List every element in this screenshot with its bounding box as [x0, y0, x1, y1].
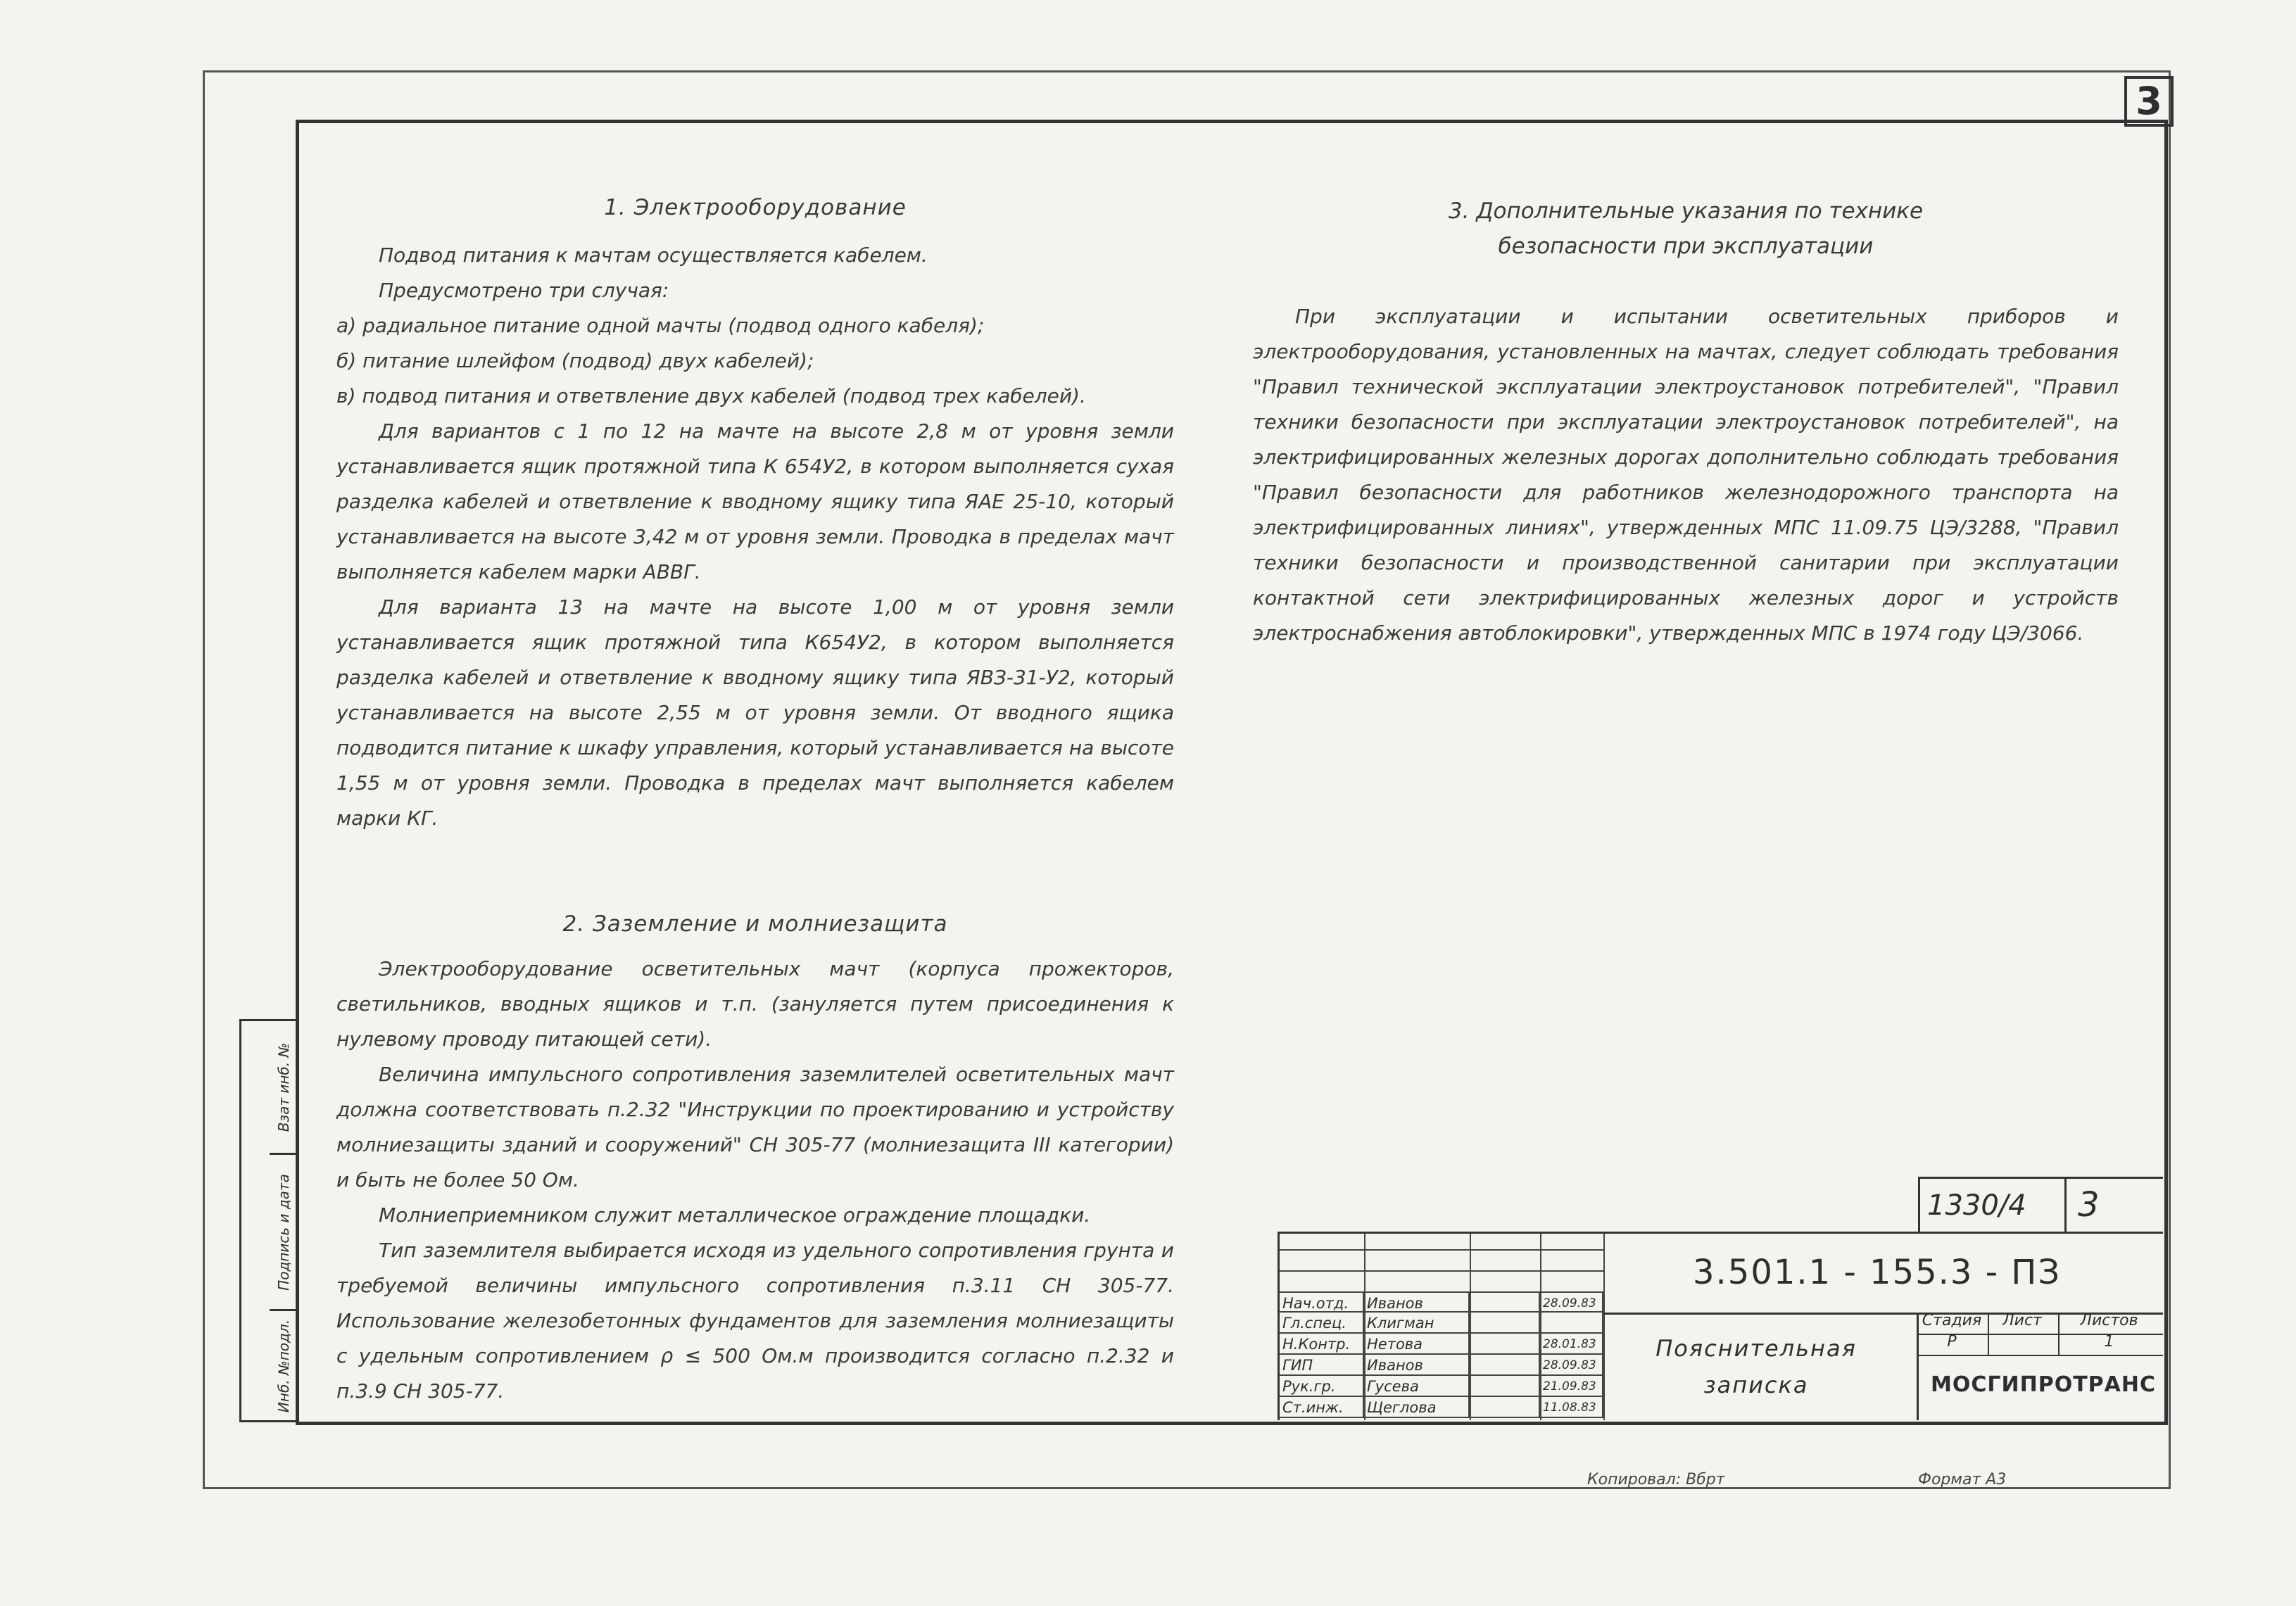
section3-heading-line-2: безопасности при эксплуатации — [1498, 234, 1874, 259]
signature — [1470, 1291, 1540, 1313]
grid-line — [1603, 1234, 1605, 1420]
side-strip — [239, 1019, 298, 1422]
sheet-format: Формат А3 — [1918, 1471, 2007, 1488]
document-title-line-1: Пояснительная — [1655, 1335, 1857, 1362]
signature — [1470, 1376, 1540, 1397]
signature — [1470, 1334, 1540, 1355]
left-column — [336, 190, 1174, 1409]
role: Гл.спец. — [1280, 1313, 1364, 1334]
role: Ст.инж. — [1280, 1397, 1364, 1418]
signature-date-cell — [270, 1155, 298, 1311]
sheets-value: 1 — [2104, 1333, 2114, 1351]
grid-line — [1280, 1249, 1603, 1251]
section2-para-2: Величина импульсного сопротивления заземлителей осветительных мачт должна соответствовать п.2.32 "Инструкции по проектированию и устройству молниезащиты зданий и сооружений" СН 305-77 (молниезащита III категории) и быть не более 50 Ом. — [336, 1063, 1174, 1191]
role: Нач.отд. — [1280, 1291, 1364, 1313]
section1-item-c: в) подвод питания и ответвление двух кабелей (подвод трех кабелей). — [336, 384, 1086, 407]
role: Н.Контр. — [1280, 1334, 1364, 1355]
stage-label: Стадия — [1922, 1312, 1982, 1329]
name: Щеглова — [1364, 1397, 1470, 1418]
document-title-line-2: записка — [1703, 1372, 1809, 1398]
section1-para-1: Для вариантов с 1 по 12 на мачте на высоте 2,8 м от уровня земли устанавливается ящик протяжной типа К 654У2, в котором выполняется сухая разделка кабелей и ответвление к вводному ящику типа ЯАЕ 25-10, который устанавливается на высоте 3,42 м от уровня земли. Проводка в пределах мачт выполняется кабелем марки АВВГ. — [336, 419, 1174, 583]
sheet-label: Лист — [2002, 1312, 2042, 1329]
section2-para-4: Тип заземлителя выбирается исходя из удельного сопротивления грунта и требуемой величины импульсного сопротивления п.3.11 СН 305-77. Использование железобетонных фундаментов для заземления молниезащиты с удельным сопротивлением ρ ≤ 500 Ом.м производится согласно п.2.32 и п.3.9 СН 305-77. — [336, 1239, 1174, 1403]
date: 28.09.83 — [1540, 1355, 1603, 1376]
section1-intro-1: Подвод питания к мачтам осуществляется кабелем. — [379, 244, 928, 267]
right-column — [1253, 194, 2119, 651]
sheets-label: Листов — [2080, 1312, 2138, 1329]
section2-heading: 2. Заземление и молниезащита — [562, 911, 948, 937]
section2-para-1: Электрооборудование осветительных мачт (корпуса прожекторов, светильников, вводных ящиков и т.п. (зануляется путем присоединения к нулевому проводу питающей сети). — [336, 957, 1174, 1051]
grid-line — [1280, 1270, 1603, 1272]
organization: МОСГИПРОТРАНС — [1931, 1372, 2156, 1397]
section3-para: При эксплуатации и испытании осветительных приборов и электрооборудования, установленных на мачтах, следует соблюдать требования "Правил технической эксплуатации электроустановок потребителей", "Правил техники безопасности при эксплуатации электроустановок потребителей", на электрифицированных железных дорогах дополнительно соблюдать требования "Правил безопасности для работников железнодорожного транспорта на электрифицированных линиях", утвержденных МПС 11.09.75 ЦЭ/3288, "Правил техники безопасности и производственной санитарии при эксплуатации контактной сети электрифицированных железных дорог и устройств электроснабжения автоблокировки", утвержденных МПС в 1974 году ЦЭ/3066. — [1253, 305, 2119, 645]
document-code: 3.501.1 - 155.3 - ПЗ — [1693, 1253, 2062, 1292]
date — [1540, 1313, 1603, 1334]
name: Нетова — [1364, 1334, 1470, 1355]
replaced-inv-label: Взат инб. № — [275, 1042, 292, 1132]
copied-by: Копировал: Вбрт — [1587, 1471, 1725, 1488]
album-number-divider — [2064, 1179, 2067, 1234]
name: Гусева — [1364, 1376, 1470, 1397]
signature — [1470, 1313, 1540, 1334]
date: 21.09.83 — [1540, 1376, 1603, 1397]
replaced-inv-cell — [270, 1021, 298, 1155]
date: 28.01.83 — [1540, 1334, 1603, 1355]
section1-heading: 1. Электрооборудование — [604, 195, 907, 220]
section1-item-a: а) радиальное питание одной мачты (подвод одного кабеля); — [336, 314, 985, 337]
name: Иванов — [1364, 1291, 1470, 1313]
name: Иванов — [1364, 1355, 1470, 1376]
section2-para-3: Молниеприемником служит металлическое ограждение площадки. — [379, 1203, 1091, 1227]
date: 11.08.83 — [1540, 1397, 1603, 1418]
signature-date-label: Подпись и дата — [275, 1173, 292, 1291]
section1-intro-2: Предусмотрено три случая: — [379, 279, 669, 302]
album-sheet: 3 — [2078, 1185, 2100, 1225]
sheet-number: 3 — [2124, 76, 2174, 127]
inv-number-cell — [270, 1311, 298, 1420]
name: Клигман — [1364, 1313, 1470, 1334]
date: 28.09.83 — [1540, 1291, 1603, 1313]
role: Рук.гр. — [1280, 1376, 1364, 1397]
inv-number-label: Инб. №подл. — [275, 1319, 292, 1412]
signature — [1470, 1397, 1540, 1418]
section1-para-2: Для варианта 13 на мачте на высоте 1,00 м от уровня земли устанавливается ящик протяжной типа К654У2, в котором выполняется разделка кабелей и ответвление к вводному ящику типа ЯВЗ-31-У2, который устанавливается на высоте 2,55 м от уровня земли. От вводного ящика подводится питание к шкафу управления, который устанавливается на высоте 1,55 м от уровня земли. Проводка в пределах мачт выполняется кабелем марки КГ. — [336, 595, 1174, 830]
role: ГИП — [1280, 1355, 1364, 1376]
album-number: 1330/4 — [1927, 1189, 2026, 1222]
stage-value: Р — [1947, 1333, 1957, 1351]
document-title — [1640, 1330, 1872, 1403]
section1-item-b: б) питание шлейфом (подвод) двух кабелей); — [336, 349, 814, 372]
stage-line — [1919, 1355, 2163, 1356]
signature — [1470, 1355, 1540, 1376]
section3-heading-line-1: 3. Дополнительные указания по технике — [1448, 198, 1924, 224]
